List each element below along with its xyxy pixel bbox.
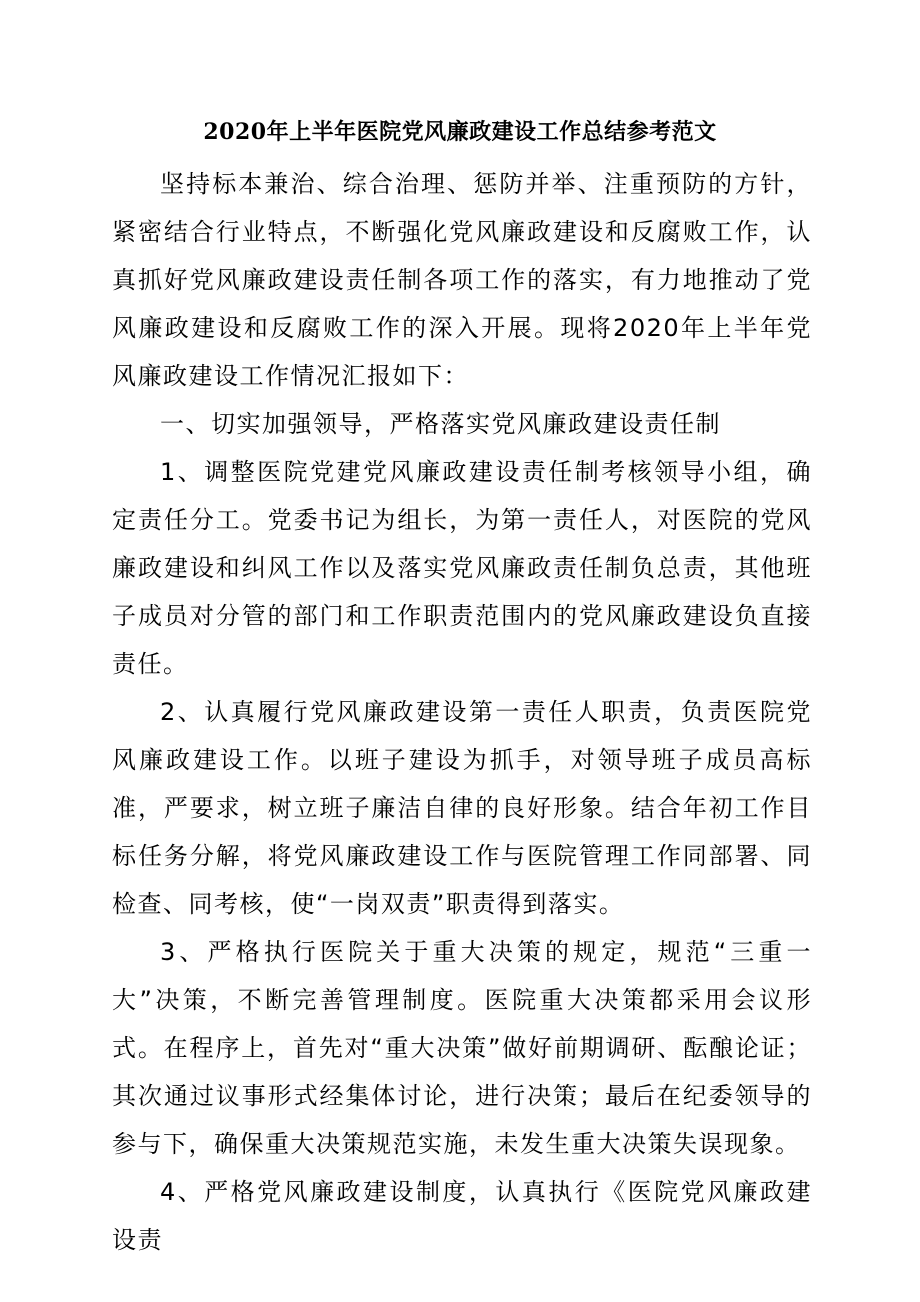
section-heading-1: 一、切实加强领导，严格落实党风廉政建设责任制	[160, 410, 721, 438]
document-title: 2020年上半年医院党风廉政建设工作总结参考范文	[203, 119, 717, 145]
item-paragraph-4: 4、严格党风廉政建设制度，认真执行《医院党风廉政建设责	[112, 1178, 812, 1254]
item-paragraph-3: 3、严格执行医院关于重大决策的规定，规范“三重一大”决策，不断完善管理制度。医院重大决策都采用会议形式。在程序上，首先对“重大决策”做好前期调研、酝酿论证；其次通过议事形式经集体讨论，进行决策；最后在纪委领导的参与下，确保重大决策规范实施，未发生重大决策失误现象。	[112, 938, 812, 1158]
item-paragraph-2: 2、认真履行党风廉政建设第一责任人职责，负责医院党风廉政建设工作。以班子建设为抓手，对领导班子成员高标准，严要求，树立班子廉洁自律的良好形象。结合年初工作目标任务分解，将党风廉政建设工作与医院管理工作同部署、同检查、同考核，使“一岗双责”职责得到落实。	[112, 698, 812, 918]
intro-paragraph: 坚持标本兼治、综合治理、惩防并举、注重预防的方针，紧密结合行业特点，不断强化党风廉政建设和反腐败工作，认真抓好党风廉政建设责任制各项工作的落实，有力地推动了党风廉政建设和反腐败工作的深入开展。现将2020年上半年党风廉政建设工作情况汇报如下：	[112, 170, 812, 390]
item-paragraph-1: 1、调整医院党建党风廉政建设责任制考核领导小组，确定责任分工。党委书记为组长，为第一责任人，对医院的党风廉政建设和纠风工作以及落实党风廉政责任制负总责，其他班子成员对分管的部门和工作职责范围内的党风廉政建设负直接责任。	[112, 458, 812, 678]
document-body	[112, 160, 812, 1264]
